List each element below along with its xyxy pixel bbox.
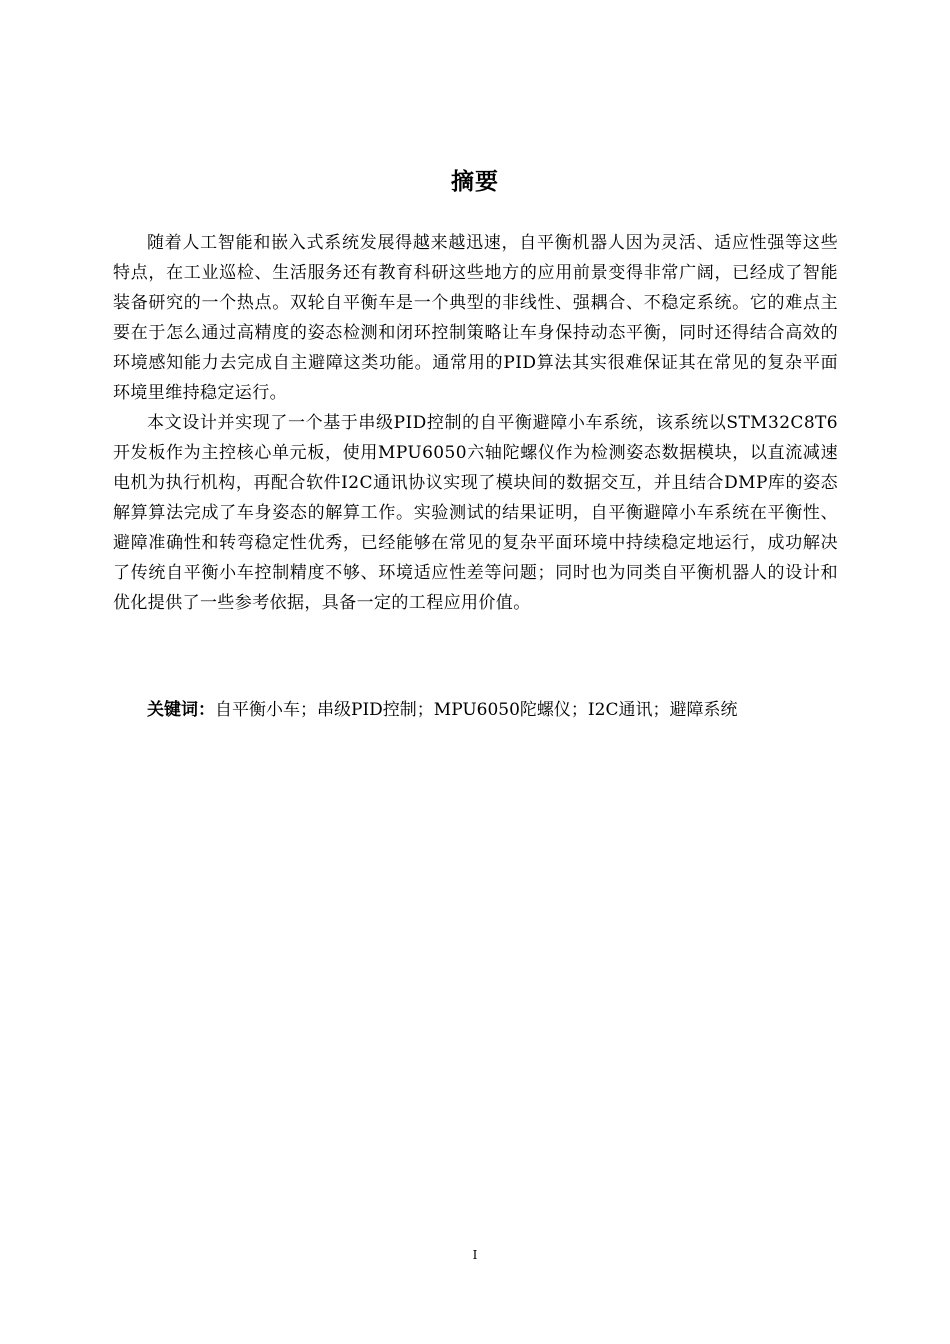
keywords-line — [147, 695, 847, 725]
keywords-text: 自平衡小车；串级PID控制；MPU6050陀螺仪；I2C通讯；避障系统 — [215, 700, 738, 720]
abstract-title: 摘要 — [451, 169, 499, 195]
abstract-paragraph-2: 本文设计并实现了一个基于串级PID控制的自平衡避障小车系统，该系统以STM32C8T6开发板作为主控核心单元板，使用MPU6050六轴陀螺仪作为检测姿态数据模块，以直流减速电机为执行机构，再配合软件I2C通讯协议实现了模块间的数据交互，并且结合DMP库的姿态解算算法完成了车身姿态的解算工作。实验测试的结果证明，自平衡避障小车系统在平衡性、避障准确性和转弯稳定性优秀，已经能够在常见的复杂平面环境中持续稳定地运行，成功解决了传统自平衡小车控制精度不够、环境适应性差等问题；同时也为同类自平衡机器人的设计和优化提供了一些参考依据，具备一定的工程应用价值。 — [113, 413, 838, 613]
abstract-body — [113, 228, 838, 618]
page-number: I — [472, 1248, 478, 1262]
keywords-label: 关键词： — [147, 700, 215, 720]
abstract-paragraph-1: 随着人工智能和嵌入式系统发展得越来越迅速，自平衡机器人因为灵活、适应性强等这些特点，在工业巡检、生活服务还有教育科研这些地方的应用前景变得非常广阔，已经成了智能装备研究的一个热点。双轮自平衡车是一个典型的非线性、强耦合、不稳定系统。它的难点主要在于怎么通过高精度的姿态检测和闭环控制策略让车身保持动态平衡，同时还得结合高效的环境感知能力去完成自主避障这类功能。通常用的PID算法其实很难保证其在常见的复杂平面环境里维持稳定运行。 — [113, 233, 838, 403]
